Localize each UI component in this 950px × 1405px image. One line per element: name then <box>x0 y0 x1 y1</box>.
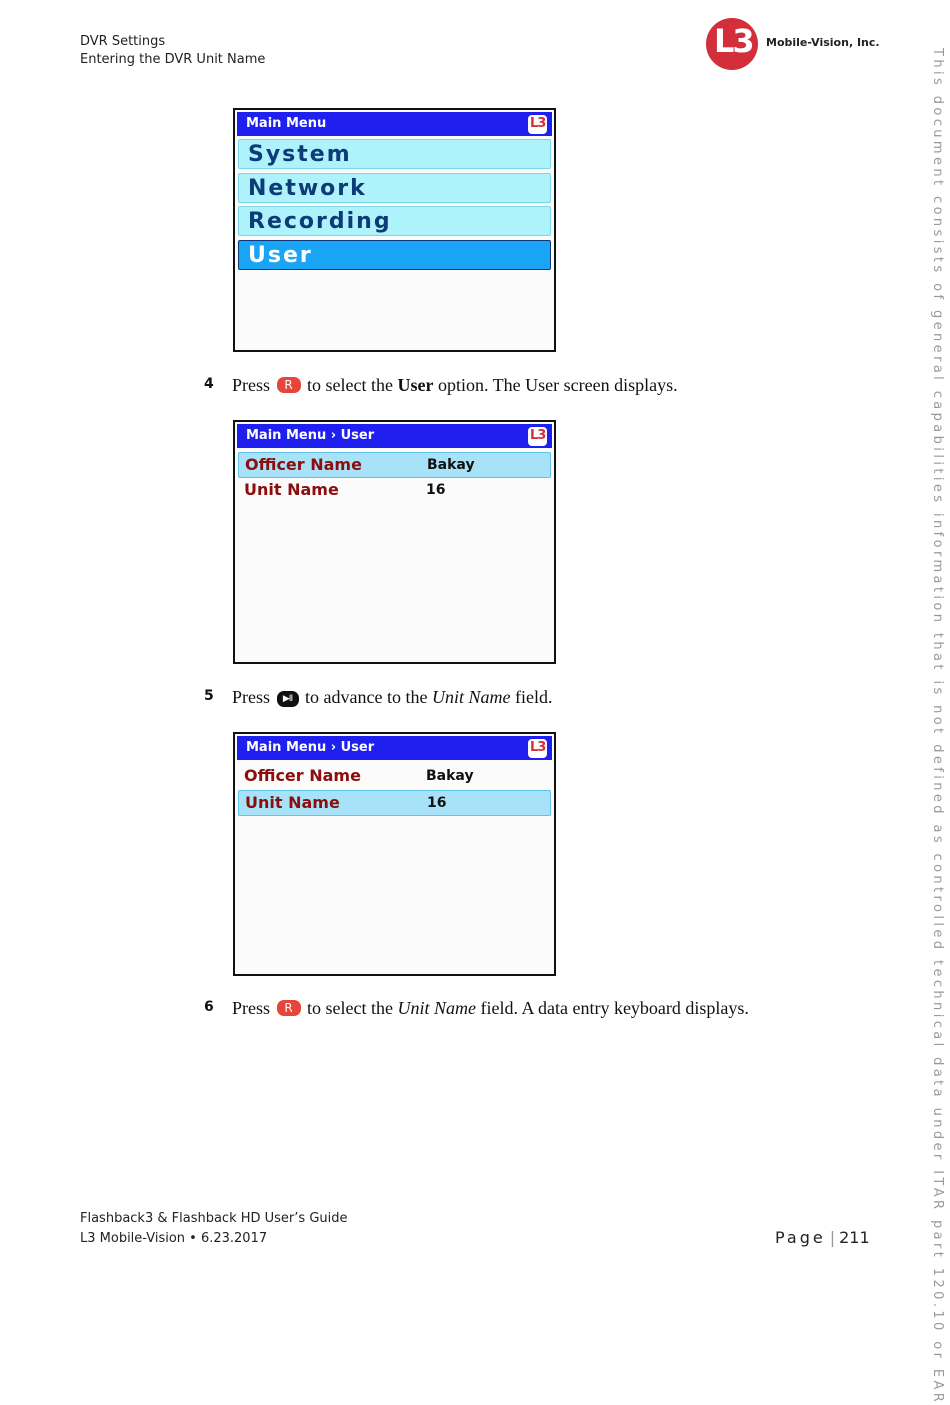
step-text-mid: to select the <box>307 998 393 1018</box>
officer-name-value: Bakay <box>427 457 475 473</box>
officer-name-row[interactable] <box>238 452 551 478</box>
unit-name-value: 16 <box>427 795 447 811</box>
step-number: 5 <box>204 688 214 704</box>
officer-name-label: Officer Name <box>245 455 362 474</box>
step-text-mid: to select the <box>307 375 393 395</box>
l3-logo-icon <box>528 427 547 446</box>
step-text-bold: User <box>397 375 434 395</box>
title-logo-mark: L3 <box>530 116 546 131</box>
itar-side-note <box>929 48 949 1405</box>
step-text-italic: Unit Name <box>431 687 511 707</box>
officer-name-label: Officer Name <box>244 766 361 785</box>
step-text-post: field. <box>514 687 553 707</box>
logo-text: Mobile-Vision, Inc. <box>766 36 880 49</box>
menu-item-user[interactable] <box>238 240 551 270</box>
page-number-value: 211 <box>839 1228 870 1247</box>
unit-name-row[interactable] <box>238 478 551 504</box>
header-subsection: Entering the DVR Unit Name <box>80 52 266 67</box>
step-text-pre: Press <box>232 375 271 395</box>
header-section: DVR Settings <box>80 34 166 49</box>
unit-name-value: 16 <box>426 482 446 498</box>
step-text-mid: to advance to the <box>305 687 428 707</box>
unit-name-row[interactable] <box>238 790 551 816</box>
title-logo-mark: L3 <box>530 740 546 755</box>
menu-item-system[interactable] <box>238 139 551 169</box>
step-text-pre: Press <box>232 687 271 707</box>
unit-name-label: Unit Name <box>245 793 340 812</box>
itar-side-note-text: This document consists of general capabilities information that is not defined as controlled technical data under ITAR part 120.10 or EAR <box>930 48 945 1405</box>
r-button-icon: R <box>277 1000 301 1016</box>
menu-item-network[interactable] <box>238 173 551 203</box>
main-menu-screen <box>233 108 556 352</box>
step-text-post: field. A data entry keyboard displays. <box>480 998 749 1018</box>
page-separator: | <box>829 1228 836 1247</box>
screen-title-bar <box>237 424 552 448</box>
step-text-pre: Press <box>232 998 271 1018</box>
title-logo-mark: L3 <box>530 428 546 443</box>
user-screen-officer-selected <box>233 420 556 664</box>
footer-version: L3 Mobile-Vision • 6.23.2017 <box>80 1231 268 1246</box>
logo-mark: L3 <box>714 22 753 60</box>
user-screen-unit-selected <box>233 732 556 976</box>
l3-logo-icon <box>528 115 547 134</box>
page-label: Page <box>775 1228 826 1247</box>
menu-item-recording[interactable] <box>238 206 551 236</box>
step-text-italic: Unit Name <box>397 998 476 1018</box>
menu-item-label: System <box>248 142 352 167</box>
step-number: 6 <box>204 999 214 1015</box>
l3-logo-icon <box>528 739 547 758</box>
menu-item-label: Network <box>248 176 367 201</box>
step-text <box>232 998 749 1019</box>
screen-title-bar <box>237 112 552 136</box>
screen-title: Main Menu › User <box>246 428 375 443</box>
step-text <box>232 687 552 708</box>
unit-name-label: Unit Name <box>244 480 339 499</box>
officer-name-row[interactable] <box>238 764 551 790</box>
step-number: 4 <box>204 376 214 392</box>
menu-item-label: Recording <box>248 209 392 234</box>
screen-title: Main Menu › User <box>246 740 375 755</box>
screen-title-bar <box>237 736 552 760</box>
step-text-post: option. The User screen displays. <box>437 375 678 395</box>
step-text <box>232 375 678 396</box>
page-number <box>775 1228 870 1247</box>
r-button-icon: R <box>277 377 301 393</box>
screen-title: Main Menu <box>246 116 327 131</box>
menu-item-label: User <box>248 243 313 268</box>
play-pause-button-icon: ▶II <box>277 691 299 707</box>
footer-guide-title: Flashback3 & Flashback HD User’s Guide <box>80 1211 348 1226</box>
officer-name-value: Bakay <box>426 768 474 784</box>
